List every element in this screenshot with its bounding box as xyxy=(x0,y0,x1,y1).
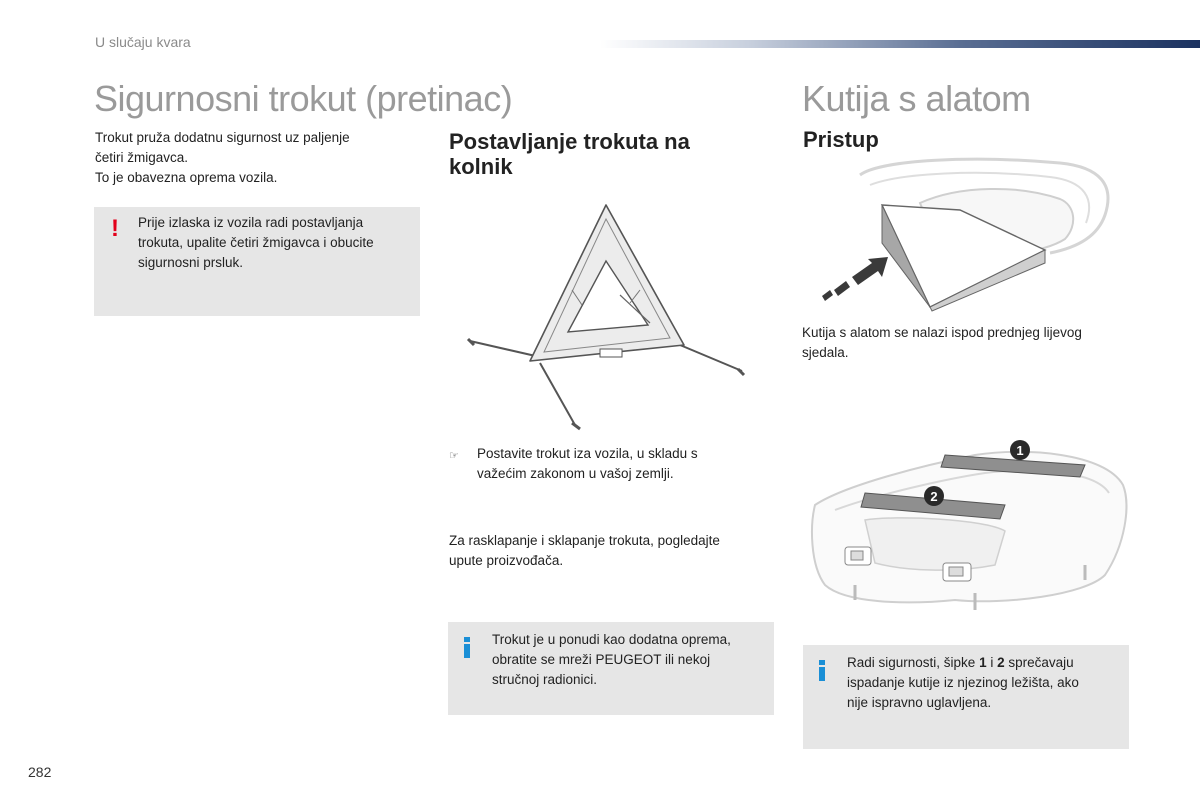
left-intro-line: četiri žmigavca. xyxy=(95,150,189,165)
exclamation-icon: ! xyxy=(111,215,119,242)
warning-line: sigurnosni prsluk. xyxy=(138,255,244,270)
left-intro-line: To je obavezna oprema vozila. xyxy=(95,170,278,185)
middle-title-line: kolnik xyxy=(449,154,513,179)
middle-title xyxy=(449,129,769,179)
page-number: 282 xyxy=(28,764,52,780)
left-intro xyxy=(95,128,415,188)
middle-info-line: stručnoj radionici. xyxy=(492,672,598,687)
right-info-box xyxy=(803,645,1129,749)
middle-info-box xyxy=(448,622,774,715)
middle-text xyxy=(449,531,769,571)
warning-triangle-illustration xyxy=(460,195,760,435)
bullet-line: Postavite trokut iza vozila, u skladu s xyxy=(477,446,698,461)
callout-2-label: 2 xyxy=(930,489,938,504)
middle-bullet xyxy=(449,444,769,484)
warning-line: trokuta, upalite četiri žmigavca i obucite xyxy=(138,235,374,250)
info-text-fragment: Radi sigurnosti, šipke xyxy=(847,655,980,670)
pointing-hand-icon: ☞ xyxy=(449,450,459,462)
middle-info-text xyxy=(492,630,768,690)
right-info-line xyxy=(847,653,1123,673)
middle-title-line: Postavljanje trokuta na xyxy=(449,129,690,154)
callout-1-label: 1 xyxy=(1016,443,1024,458)
info-icon xyxy=(819,660,827,681)
bullet-line: važećim zakonom u vašoj zemlji. xyxy=(477,466,674,481)
bar-1-ref: 1 xyxy=(979,655,987,670)
right-info-line: nije ispravno uglavljena. xyxy=(847,695,992,710)
middle-text-line: upute proizvođača. xyxy=(449,553,564,568)
right-text-line: Kutija s alatom se nalazi ispod prednjeg lijevog xyxy=(802,325,1082,340)
info-text-fragment: i xyxy=(986,655,998,670)
section-label: U slučaju kvara xyxy=(95,34,191,50)
warning-line: Prije izlaska iz vozila radi postavljanja xyxy=(138,215,364,230)
seat-toolbox-illustration xyxy=(820,155,1120,315)
middle-text-line: Za rasklapanje i sklapanje trokuta, pogledajte xyxy=(449,533,720,548)
bar-2-ref: 2 xyxy=(997,655,1005,670)
right-text-line: sjedala. xyxy=(802,345,849,360)
middle-info-line: Trokut je u ponudi kao dodatna oprema, xyxy=(492,632,731,647)
warning-box xyxy=(94,207,420,316)
header-gradient-bar xyxy=(600,40,1200,48)
right-text xyxy=(802,323,1132,363)
left-title: Sigurnosni trokut (pretinac) xyxy=(94,78,513,119)
middle-info-line: obratite se mreži PEUGEOT ili nekoj xyxy=(492,652,711,667)
right-title: Kutija s alatom xyxy=(802,78,1031,119)
right-info-line: ispadanje kutije iz njezinog ležišta, ako xyxy=(847,675,1079,690)
right-subtitle: Pristup xyxy=(803,127,879,152)
info-text-fragment: sprečavaju xyxy=(1004,655,1074,670)
warning-text xyxy=(138,213,413,273)
right-info-text xyxy=(847,653,1123,713)
seat-base-illustration xyxy=(805,435,1135,615)
left-intro-line: Trokut pruža dodatnu sigurnost uz paljenje xyxy=(95,130,350,145)
info-icon xyxy=(464,637,472,658)
